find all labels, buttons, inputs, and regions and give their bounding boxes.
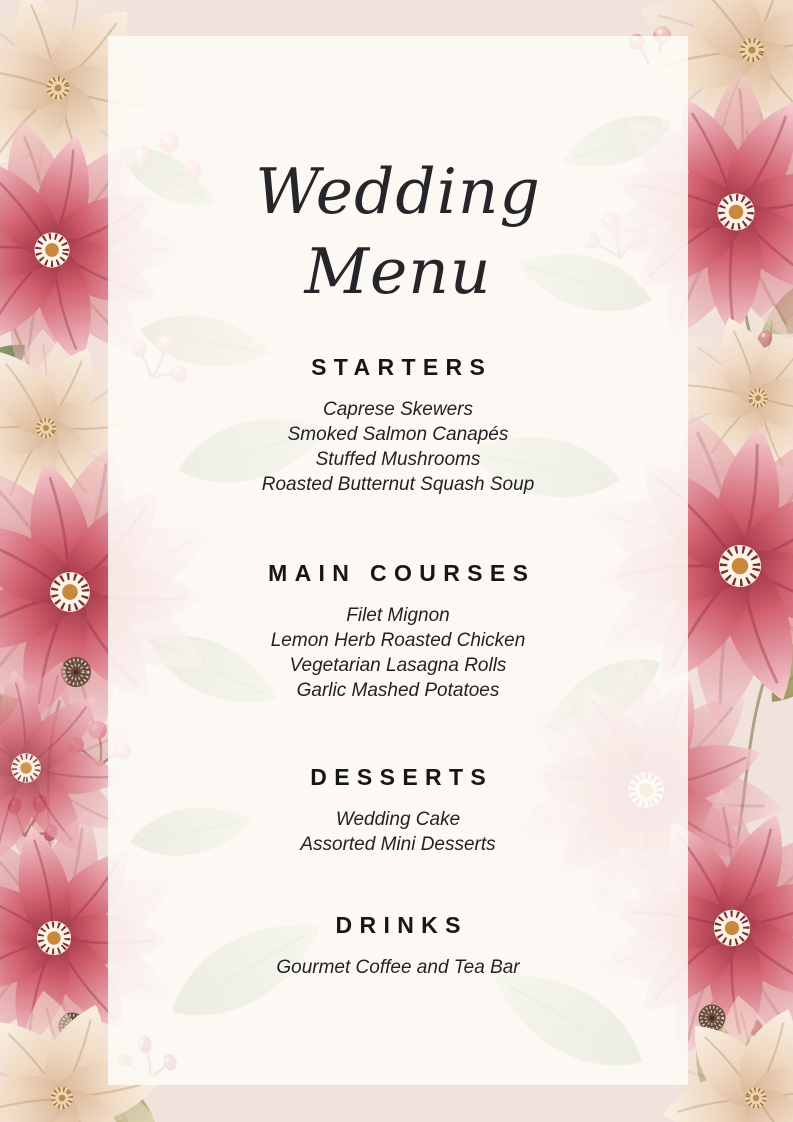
main-courses-item-list — [108, 603, 688, 703]
menu-item: Garlic Mashed Potatoes — [296, 680, 500, 701]
section-heading-desserts: DESSERTS — [310, 764, 494, 790]
menu-item: Roasted Butternut Squash Soup — [261, 474, 535, 495]
menu-item: Wedding Cake — [335, 809, 461, 830]
menu-item: Caprese Skewers — [323, 399, 473, 420]
menu-title-line1: Wedding — [255, 155, 541, 229]
section-heading-starters: STARTERS — [311, 354, 493, 380]
section-heading-main-courses: MAIN COURSES — [268, 560, 536, 586]
drinks-item-list — [108, 955, 688, 980]
menu-section-desserts — [108, 762, 688, 857]
menu-item: Lemon Herb Roasted Chicken — [270, 630, 526, 651]
menu-item: Smoked Salmon Canapés — [287, 424, 509, 445]
menu-item: Stuffed Mushrooms — [315, 449, 481, 470]
starters-item-list — [108, 397, 688, 497]
menu-section-drinks — [108, 910, 688, 980]
menu-content — [108, 36, 688, 1085]
menu-item: Filet Mignon — [346, 605, 450, 626]
menu-item: Gourmet Coffee and Tea Bar — [276, 957, 520, 978]
menu-section-starters — [108, 352, 688, 497]
menu-item: Vegetarian Lasagna Rolls — [289, 655, 507, 676]
menu-section-main-courses — [108, 558, 688, 703]
section-heading-drinks: DRINKS — [335, 912, 468, 938]
menu-item: Assorted Mini Desserts — [300, 834, 496, 855]
menu-title-line2: Menu — [304, 235, 492, 309]
desserts-item-list — [108, 807, 688, 857]
menu-title — [108, 152, 688, 312]
